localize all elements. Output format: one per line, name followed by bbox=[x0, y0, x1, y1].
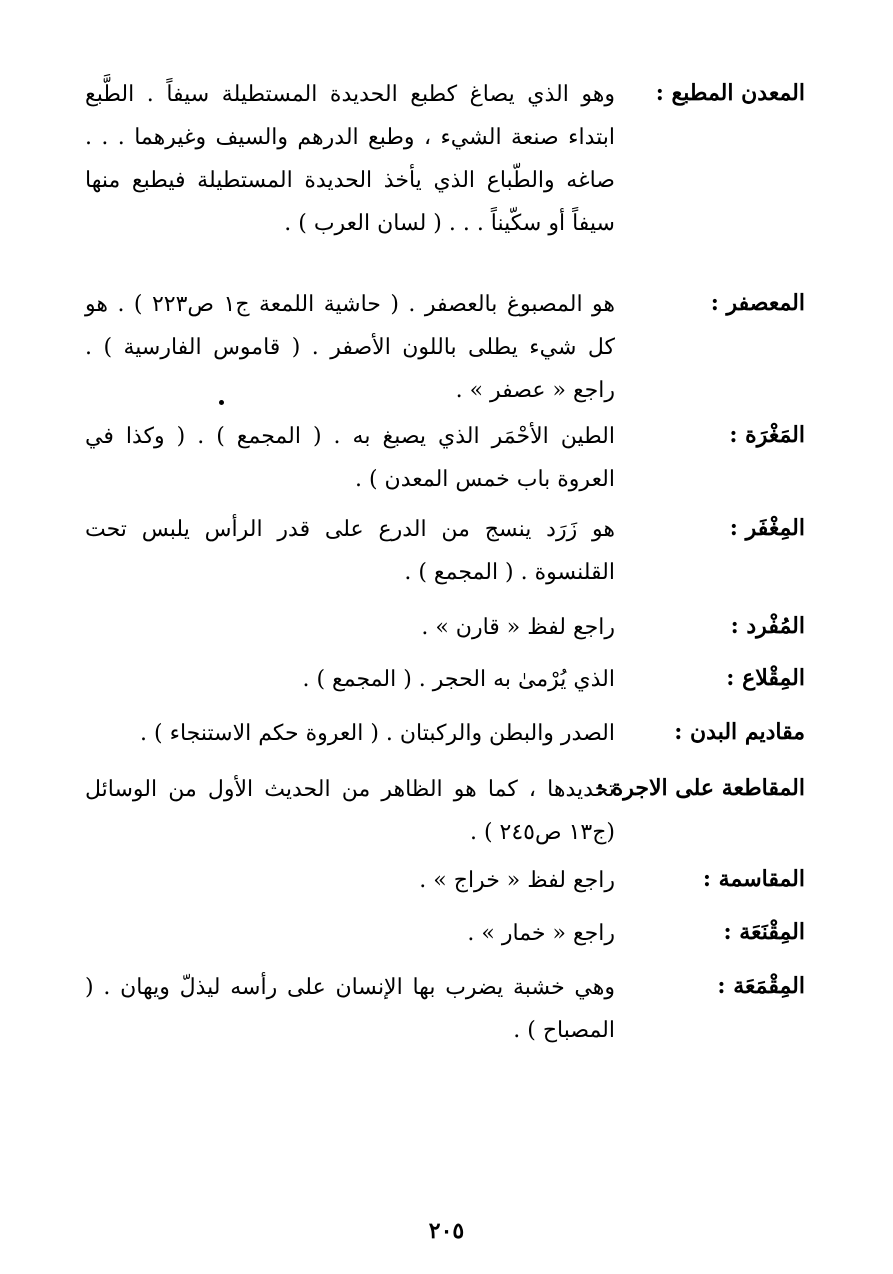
entry-almiqnaa bbox=[85, 912, 805, 955]
entry-definition: تحديدها ، كما هو الظاهر من الحديث الأول من الوسائل (ج١٣ ص٢٤٥ ) . bbox=[85, 777, 615, 845]
entry-almuqasama bbox=[85, 859, 805, 902]
entry-definition: وهو الذي يصاغ كطبع الحديدة المستطيلة سيفاً . الطَّبع ابتداء صنعة الشيء ، وطبع الدرهم والسيف وغيرهما . . . صاغه والطّباع الذي يأخذ الحديدة المستطيلة فيطبع منها سيفاً أو سكّيناً . . . ( لسان العرب ) . bbox=[85, 82, 615, 236]
entry-term: المعدن المطبع : bbox=[655, 80, 805, 106]
entry-term: المُفْرد : bbox=[730, 613, 805, 639]
entry-almaghra bbox=[85, 415, 805, 501]
entry-almiqla bbox=[85, 658, 805, 701]
entry-term: المقاسمة : bbox=[702, 866, 805, 892]
entry-definition: الطين الأحْمَر الذي يصبغ به . ( المجمع ) . ( وكذا في العروة باب خمس المعدن ) . bbox=[85, 424, 615, 492]
stray-dot bbox=[219, 400, 224, 405]
entry-definition: الذي يُرْمىٰ به الحجر . ( المجمع ) . bbox=[302, 667, 615, 692]
entry-almuqataa bbox=[85, 768, 805, 854]
page-number: ٢٠٥ bbox=[428, 1218, 465, 1244]
entry-definition: راجع « خمار » . bbox=[467, 921, 615, 946]
entry-definition: وهي خشبة يضرب بها الإنسان على رأسه ليذلّ ويهان . ( المصباح ) . bbox=[85, 975, 615, 1043]
entry-term: المقاطعة على الاجرة : bbox=[595, 775, 805, 801]
entry-definition: راجع لفظ « قارن » . bbox=[421, 615, 615, 640]
entry-term: مقاديم البدن : bbox=[674, 719, 805, 745]
entry-almadin-almutabba bbox=[85, 73, 805, 245]
entry-definition: هو زَرَد ينسج من الدرع على قدر الرأس يلبس تحت القلنسوة . ( المجمع ) . bbox=[85, 517, 615, 585]
entry-term: المِغْفَر : bbox=[729, 515, 805, 541]
entry-term: المِقْلاع : bbox=[726, 665, 805, 691]
entry-almuasfar bbox=[85, 283, 805, 412]
entry-term: المعصفر : bbox=[710, 290, 805, 316]
entry-term: المِقْمَعَة : bbox=[717, 973, 805, 999]
entry-almighfar bbox=[85, 508, 805, 594]
entry-almiqmaa bbox=[85, 966, 805, 1052]
entry-definition: هو المصبوغ بالعصفر . ( حاشية اللمعة ج١ ص٢٢٣ ) . هو كل شيء يطلى باللون الأصفر . ( قاموس الفارسية ) . راجع « عصفر » . bbox=[85, 292, 616, 403]
entry-maqadim-albadan bbox=[85, 712, 805, 755]
entry-term: المِقْنَعَة : bbox=[723, 919, 805, 945]
entry-term: المَغْرَة : bbox=[729, 422, 805, 448]
entry-almufrad bbox=[85, 606, 805, 649]
entry-definition: الصدر والبطن والركبتان . ( العروة حكم الاستنجاء ) . bbox=[140, 721, 615, 746]
entry-definition: راجع لفظ « خراج » . bbox=[419, 868, 615, 893]
